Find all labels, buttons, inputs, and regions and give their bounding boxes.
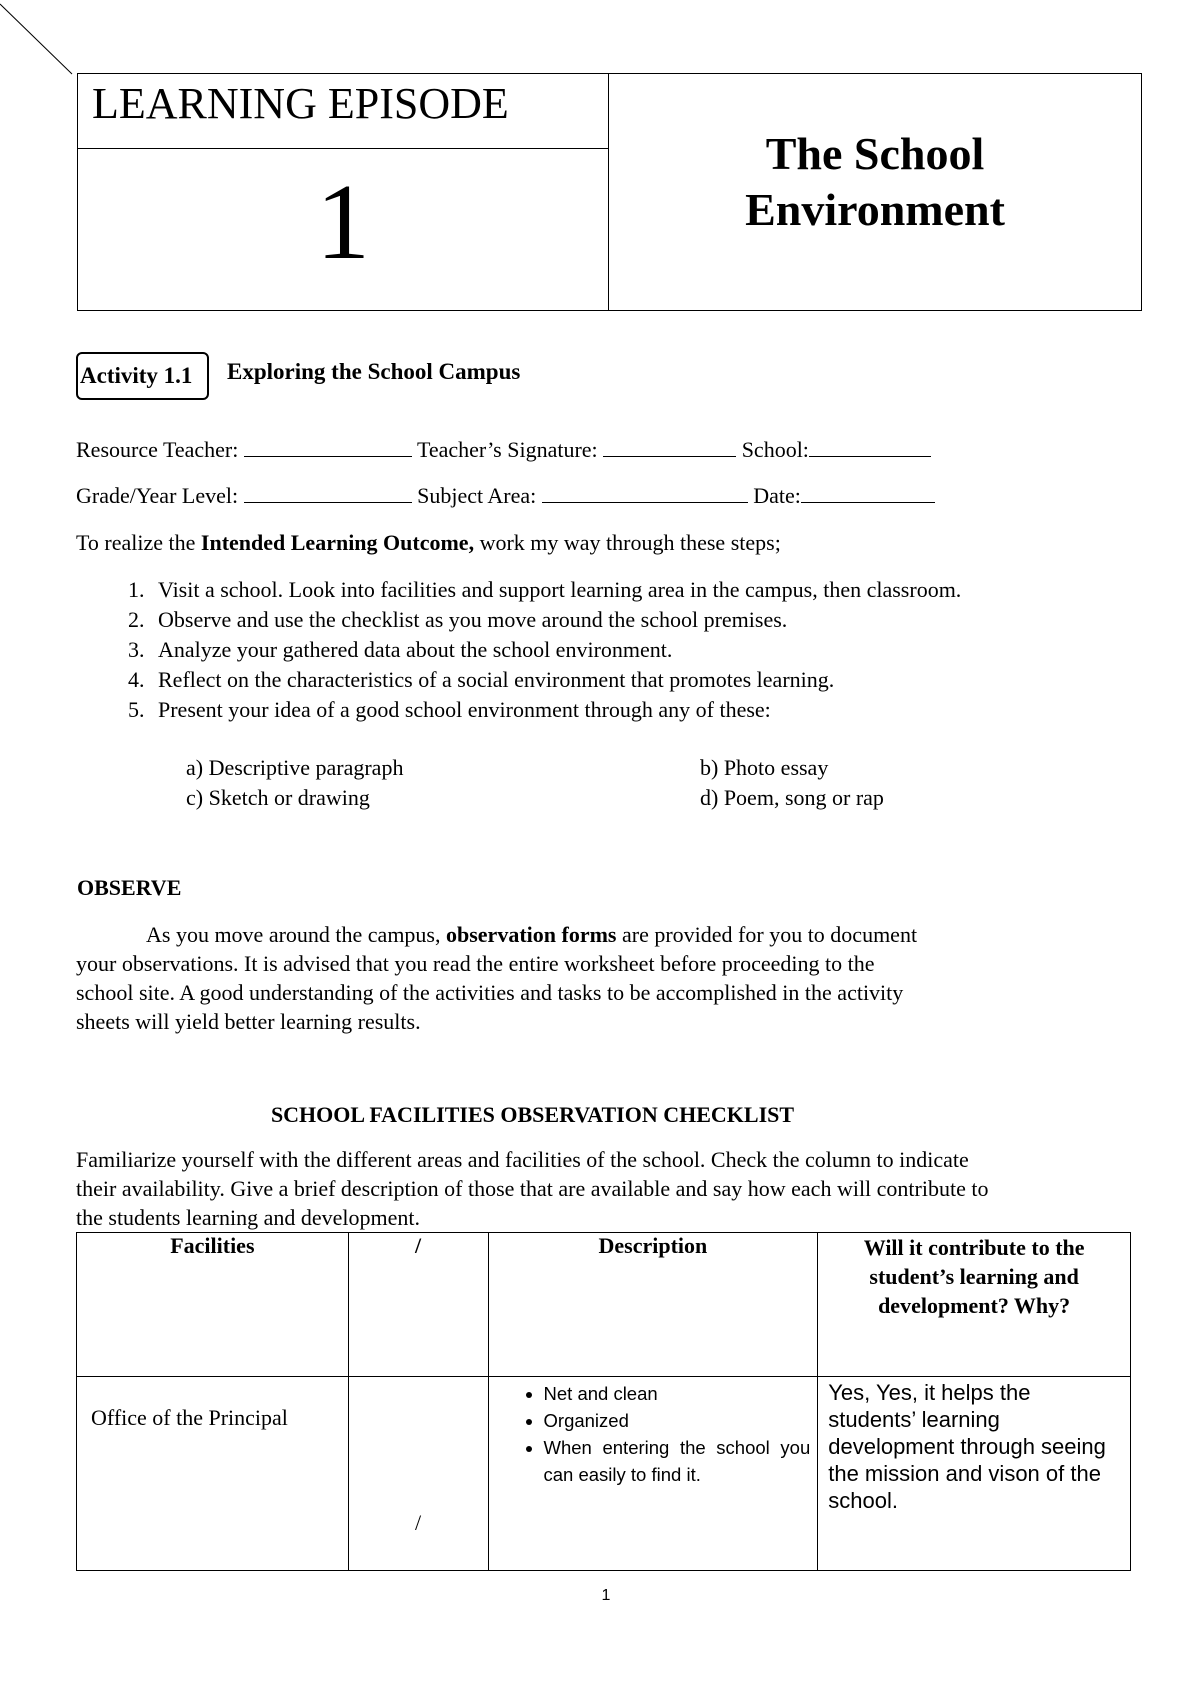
form-row-2 [76, 483, 935, 509]
episode-header-left [78, 74, 609, 310]
date-field[interactable] [801, 484, 935, 503]
episode-title-line-2: Environment [745, 184, 1005, 235]
intro-text-end: work my way through these steps; [474, 530, 781, 555]
option-c: c) Sketch or drawing [186, 785, 370, 810]
school-label: School: [741, 437, 809, 462]
step-item: 4. Reflect on the characteristics of a social environment that promotes learning. [150, 665, 1050, 695]
corner-mark [0, 0, 80, 80]
activity-title: Exploring the School Campus [227, 359, 521, 384]
episode-label-cell [78, 74, 608, 149]
intro-text-bold: Intended Learning Outcome, [200, 530, 475, 555]
step-item: 5. Present your idea of a good school environment through any of these: [150, 695, 1050, 725]
description-item: • When entering the school you can easily to find it. [544, 1434, 811, 1488]
column-header-description: Description [488, 1233, 818, 1377]
episode-title [609, 126, 1141, 238]
episode-number: 1 [316, 163, 370, 282]
option-d: d) Poem, song or rap [700, 785, 884, 810]
school-field[interactable] [809, 438, 931, 457]
contribute-cell: Yes, Yes, it helps the students’ learning development through seeing the mission and vison of the school. [818, 1377, 1131, 1571]
step-item: 3. Analyze your gathered data about the school environment. [150, 635, 1050, 665]
description-item: • Organized [544, 1407, 811, 1434]
step-item: 2. Observe and use the checklist as you move around the school premises. [150, 605, 1050, 635]
table-row [77, 1377, 1131, 1571]
intro-text-start: To realize the [76, 530, 201, 555]
subject-area-label: Subject Area: [417, 483, 537, 508]
episode-title-line-1: The School [765, 128, 985, 179]
observe-text-end: are provided for you to document your observations. It is advised that you read the entire worksheet before proceeding to the school site. A good understanding of the activities and tasks to be accomplished in the activity sheets will yield better learning results. [76, 922, 918, 1034]
facilities-checklist-table [76, 1232, 1131, 1571]
activity-label: Activity 1.1 [76, 352, 209, 400]
option-b: b) Photo essay [700, 755, 829, 780]
column-header-facilities: Facilities [77, 1233, 349, 1377]
description-item: • Net and clean [544, 1380, 811, 1407]
grade-level-label: Grade/Year Level: [76, 483, 239, 508]
availability-check-cell[interactable]: / [348, 1377, 488, 1571]
episode-header [77, 73, 1142, 311]
checklist-instructions: Familiarize yourself with the different areas and facilities of the school. Check the column to indicate their availability. Give a brief description of those that are available and say how each will contribute to the students learning and development. [76, 1147, 989, 1230]
table-header-row [77, 1233, 1131, 1377]
intro-text [76, 530, 781, 556]
teacher-signature-label: Teacher’s Signature: [416, 437, 598, 462]
description-list [490, 1378, 817, 1488]
steps-list [76, 575, 1050, 725]
observe-heading: OBSERVE [77, 875, 182, 900]
form-row-1 [76, 437, 931, 463]
description-cell [488, 1377, 818, 1571]
checklist-heading: SCHOOL FACILITIES OBSERVATION CHECKLIST [270, 1102, 795, 1127]
grade-level-field[interactable] [244, 484, 412, 503]
observe-text-bold: observation forms [446, 922, 617, 947]
column-header-contribute: Will it contribute to the student’s learning and development? Why? [818, 1233, 1131, 1377]
facility-cell: Office of the Principal [77, 1377, 349, 1571]
subject-area-field[interactable] [542, 484, 748, 503]
step-item: 1. Visit a school. Look into facilities and support learning area in the campus, then classroom. [150, 575, 1050, 605]
column-header-check: / [348, 1233, 488, 1377]
episode-label: LEARNING EPISODE [92, 79, 509, 128]
date-label: Date: [753, 483, 801, 508]
teacher-signature-field[interactable] [603, 438, 736, 457]
option-a: a) Descriptive paragraph [186, 755, 404, 780]
observe-text-start: As you move around the campus, [146, 922, 446, 947]
resource-teacher-field[interactable] [244, 438, 412, 457]
observe-paragraph [76, 920, 936, 1036]
resource-teacher-label: Resource Teacher: [76, 437, 239, 462]
page-number: 1 [601, 1587, 611, 1604]
